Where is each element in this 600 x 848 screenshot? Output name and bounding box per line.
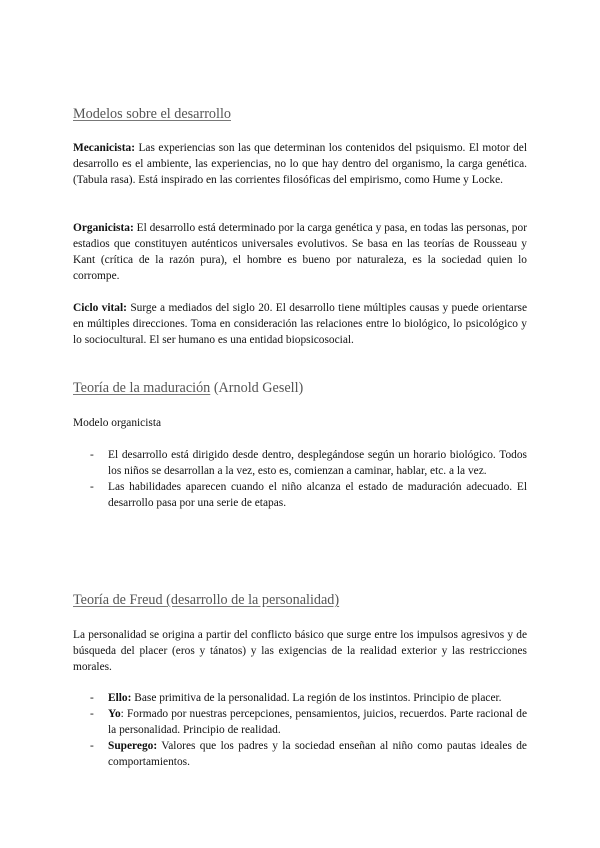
paragraph-organicista (73, 220, 527, 284)
heading-text: Modelos sobre el desarrollo (73, 106, 231, 122)
term-mecanicista: Mecanicista: (73, 142, 135, 154)
heading-text: Teoría de la maduración (73, 380, 211, 396)
term-superego: Superego: (108, 740, 158, 752)
list-item: - El desarrollo está dirigido desde dentro, desplegándose según un horario biológico. Todos los niños se desarrollan a la vez, esto es, comienzan a caminar, hablar, etc. a la vez. (73, 447, 527, 479)
list-item-superego (73, 738, 527, 770)
heading-subtitle: (desarrollo de la personalidad) (166, 592, 340, 608)
term-ciclo-vital: Ciclo vital: (73, 302, 127, 314)
text-ciclo-vital: Surge a mediados del siglo 20. El desarrollo tiene múltiples causas y puede orientarse en múltiples direcciones. Toma en consideración las relaciones entre lo biológico, lo psicológico y lo sociocultural. El ser humano es una entidad biopsicosocial. (73, 302, 527, 346)
heading-text: Teoría de Freud (73, 592, 167, 608)
text-mecanicista: Las experiencias son las que determinan los contenidos del psiquismo. El motor del desarrollo es el ambiente, las experiencias, no lo que hay dentro del organismo, la carga genética. (Tabula rasa). Está inspirado en las corrientes filosóficas del empirismo, como Hume y Locke. (73, 142, 527, 186)
heading-subtitle: (Arnold Gesell) (210, 380, 304, 396)
bullet-list-freud (73, 690, 527, 770)
section-heading-maduracion (73, 380, 303, 397)
section-heading-modelos (73, 106, 231, 123)
term-yo: Yo (108, 708, 121, 720)
text-organicista: El desarrollo está determinado por la carga genética y pasa, en todas las personas, por estadios que constituyen auténticos universales evolutivos. Se basa en las teorías de Rousseau y Kant (crítica de la razón pura), el hombre es bueno por naturaleza, es la sociedad quien lo corrompe. (73, 222, 527, 282)
intro-freud: La personalidad se origina a partir del conflicto básico que surge entre los impulsos agresivos y de búsqueda del placer (eros y tánatos) y las exigencias de la realidad exterior y las restricciones morales. (73, 629, 527, 673)
paragraph-mecanicista (73, 140, 527, 188)
text-ello: Base primitiva de la personalidad. La región de los instintos. Principio de placer. (131, 692, 502, 704)
bullet-list-maduracion (73, 447, 527, 511)
text-yo: : Formado por nuestras percepciones, pensamientos, juicios, recuerdos. Parte racional de la personalidad. Principio de realidad. (108, 708, 527, 736)
section-heading-freud (73, 592, 339, 609)
intro-maduracion: Modelo organicista (73, 417, 162, 429)
list-item-ello (73, 690, 527, 706)
list-item: - Las habilidades aparecen cuando el niño alcanza el estado de maduración adecuado. El desarrollo pasa por una serie de etapas. (73, 479, 527, 511)
paragraph-ciclo-vital (73, 300, 527, 348)
term-organicista: Organicista: (73, 222, 134, 234)
text-superego: Valores que los padres y la sociedad enseñan al niño como pautas ideales de comportamientos. (108, 740, 527, 768)
list-item-yo (73, 706, 527, 738)
term-ello: Ello: (108, 692, 132, 704)
